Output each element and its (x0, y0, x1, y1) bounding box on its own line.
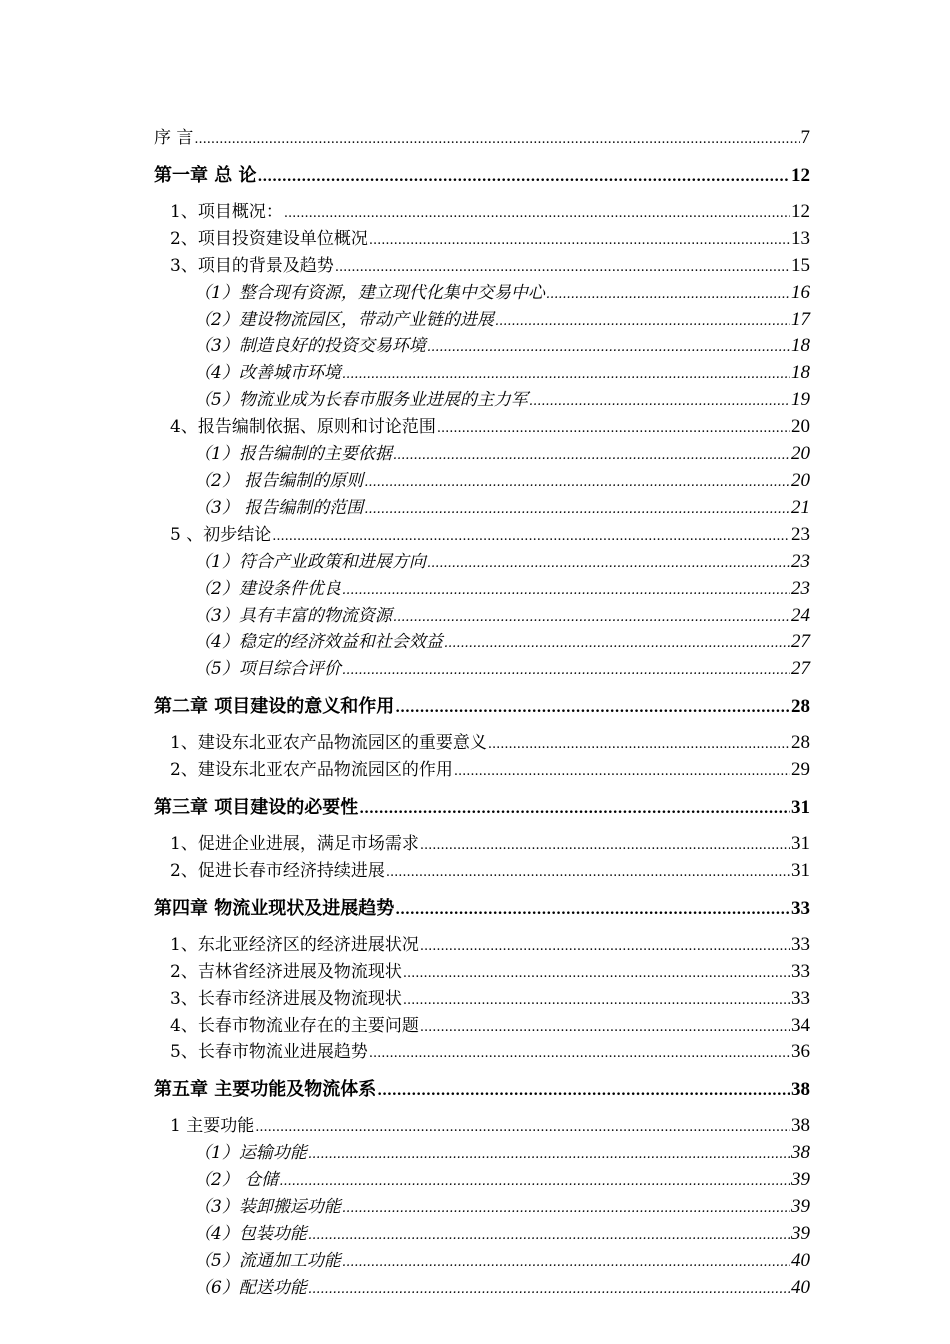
toc-entry-title: 序 言 (154, 128, 194, 148)
toc-entry[interactable] (154, 308, 810, 335)
toc-entry[interactable] (154, 496, 810, 523)
toc-leader-dots (342, 1197, 790, 1222)
toc-entry-title: （5）项目综合评价 (194, 659, 341, 680)
toc-entry[interactable] (154, 550, 810, 577)
toc-entry-title: 2、吉林省经济进展及物流现状 (170, 961, 402, 982)
toc-entry[interactable] (154, 1276, 810, 1303)
toc-entry-title: （5）物流业成为长春市服务业进展的主力军 (194, 390, 528, 411)
toc-page-number: 20 (791, 443, 810, 465)
toc-entry-title: （4）稳定的经济效益和社会效益 (194, 632, 443, 653)
toc-entry[interactable] (154, 1222, 810, 1249)
toc-leader-dots (342, 659, 790, 684)
toc-entry[interactable] (154, 254, 810, 281)
toc-entry-title: 5、长春市物流业进展趋势 (170, 1042, 368, 1063)
toc-entry-title: 3、长春市经济进展及物流现状 (170, 988, 402, 1009)
toc-entry[interactable] (154, 832, 810, 859)
toc-entry[interactable] (154, 334, 810, 361)
toc-leader-dots (258, 165, 790, 190)
toc-entry[interactable] (154, 1040, 810, 1067)
toc-leader-dots (495, 310, 790, 335)
toc-entry-title: （4）改善城市环境 (194, 363, 341, 384)
toc-page-number: 38 (791, 1115, 810, 1137)
toc-leader-dots (369, 1042, 790, 1067)
toc-entry-title: 第二章 项目建设的意义和作用 (154, 696, 395, 718)
toc-page-number: 36 (791, 1041, 810, 1063)
toc-entry[interactable] (154, 577, 810, 604)
toc-page-number: 40 (791, 1249, 810, 1271)
toc-leader-dots (420, 834, 790, 859)
toc-page-number: 34 (791, 1014, 810, 1036)
toc-leader-dots (342, 579, 790, 604)
toc-page-number: 31 (791, 797, 810, 819)
toc-entry[interactable] (154, 657, 810, 684)
toc-leader-dots (427, 336, 790, 361)
toc-page-number: 33 (791, 933, 810, 955)
table-of-contents (154, 126, 810, 1303)
toc-preface-entry[interactable] (154, 126, 810, 153)
toc-entry-title: （3）制造良好的投资交易环境 (194, 336, 426, 357)
toc-page-number: 20 (791, 469, 810, 491)
toc-entry[interactable] (154, 469, 810, 496)
toc-page-number: 13 (791, 227, 810, 249)
toc-leader-dots (342, 1251, 790, 1276)
toc-entry[interactable] (154, 758, 810, 785)
toc-leader-dots (546, 283, 790, 308)
toc-entry-title: 3、项目的背景及趋势 (170, 255, 334, 276)
toc-entry[interactable] (154, 227, 810, 254)
toc-leader-dots (308, 1224, 790, 1249)
toc-entry-title: （4）包装功能 (194, 1224, 307, 1244)
toc-leader-dots (377, 1079, 790, 1104)
toc-entry[interactable] (154, 987, 810, 1014)
toc-page-number: 28 (791, 696, 810, 718)
toc-leader-dots (364, 471, 790, 496)
toc-chapter-entry[interactable] (154, 1077, 810, 1104)
toc-entry[interactable] (154, 859, 810, 886)
toc-entry[interactable] (154, 1168, 810, 1195)
toc-entry[interactable] (154, 361, 810, 388)
toc-page-number: 18 (791, 362, 810, 384)
toc-entry[interactable] (154, 731, 810, 758)
toc-entry-title: 2、项目投资建设单位概况 (170, 228, 368, 249)
toc-entry-title: （3） 报告编制的范围 (194, 497, 364, 518)
toc-page-number: 12 (791, 200, 810, 222)
toc-entry-title: （3）装卸搬运功能 (194, 1197, 341, 1218)
toc-page-number: 15 (791, 254, 810, 276)
toc-entry-title: 第五章 主要功能及物流体系 (154, 1079, 377, 1101)
toc-entry[interactable] (154, 960, 810, 987)
toc-leader-dots (364, 498, 790, 523)
toc-page-number: 21 (791, 496, 810, 518)
toc-leader-dots (308, 1143, 790, 1168)
toc-leader-dots (437, 417, 790, 442)
toc-entry-title: （5）流通加工功能 (194, 1250, 341, 1271)
toc-entry-title: 1、项目概况： (170, 201, 283, 222)
toc-chapter-entry[interactable] (154, 694, 810, 721)
toc-page-number: 27 (791, 658, 810, 680)
toc-page-number: 19 (791, 389, 810, 411)
toc-leader-dots (403, 989, 790, 1014)
toc-page-number: 16 (791, 281, 810, 303)
toc-entry[interactable] (154, 415, 810, 442)
toc-leader-dots (420, 1016, 790, 1041)
toc-entry[interactable] (154, 200, 810, 227)
toc-page-number: 28 (791, 732, 810, 754)
toc-leader-dots (393, 444, 790, 469)
toc-entry[interactable] (154, 1014, 810, 1041)
toc-leader-dots (395, 898, 790, 923)
toc-chapter-entry[interactable] (154, 163, 810, 190)
toc-page-number: 33 (791, 960, 810, 982)
toc-chapter-entry[interactable] (154, 795, 810, 822)
toc-page-number: 23 (791, 550, 810, 572)
toc-entry-title: （1）运输功能 (194, 1143, 307, 1164)
toc-entry-title: 5 、初步结论 (170, 524, 272, 545)
toc-entry-title: 2、建设东北亚农产品物流园区的作用 (170, 760, 453, 781)
toc-leader-dots (369, 229, 790, 254)
toc-entry-title: （1）报告编制的主要依据 (194, 444, 392, 465)
toc-entry[interactable] (154, 630, 810, 657)
toc-leader-dots (308, 1278, 790, 1303)
toc-page-number: 12 (791, 164, 810, 186)
toc-entry-title: 4、报告编制依据、原则和讨论范围 (170, 417, 436, 438)
toc-page-number: 18 (791, 335, 810, 357)
toc-entry-title: 第三章 项目建设的必要性 (154, 797, 359, 819)
toc-entry-title: 第四章 物流业现状及进展趋势 (154, 897, 395, 919)
toc-leader-dots (393, 606, 790, 631)
toc-entry[interactable] (154, 281, 810, 308)
toc-entry[interactable] (154, 388, 810, 415)
toc-page-number: 23 (791, 577, 810, 599)
toc-entry[interactable] (154, 1114, 810, 1141)
toc-leader-dots (279, 1170, 790, 1195)
toc-leader-dots (529, 390, 790, 415)
toc-page-number: 17 (791, 308, 810, 330)
toc-page-number: 40 (791, 1276, 810, 1298)
toc-entry-title: 1、建设东北亚农产品物流园区的重要意义 (170, 733, 487, 754)
toc-entry[interactable] (154, 1141, 810, 1168)
toc-entry-title: （1）符合产业政策和进展方向 (194, 551, 426, 572)
toc-entry-title: （3）具有丰富的物流资源 (194, 605, 392, 626)
toc-leader-dots (335, 256, 790, 281)
toc-leader-dots (444, 632, 790, 657)
toc-leader-dots (284, 202, 790, 227)
toc-leader-dots (255, 1116, 790, 1141)
toc-entry[interactable] (154, 1195, 810, 1222)
toc-entry[interactable] (154, 442, 810, 469)
toc-page-number: 29 (791, 759, 810, 781)
toc-entry-title: （2）建设条件优良 (194, 578, 341, 599)
toc-entry-title: （6）配送功能 (194, 1277, 307, 1298)
toc-leader-dots (488, 733, 790, 758)
toc-leader-dots (272, 525, 790, 550)
toc-entry-title: 1、促进企业进展，满足市场需求 (170, 834, 419, 855)
toc-page-number: 31 (791, 833, 810, 855)
toc-page-number: 39 (791, 1223, 810, 1244)
toc-entry-title: 4、长春市物流业存在的主要问题 (170, 1015, 419, 1036)
toc-leader-dots (359, 797, 790, 822)
toc-page-number: 27 (791, 631, 810, 653)
toc-chapter-entry[interactable] (154, 896, 810, 923)
toc-entry-title: （2） 报告编制的原则 (194, 470, 364, 491)
toc-page-number: 20 (791, 416, 810, 438)
toc-leader-dots (342, 363, 790, 388)
toc-entry-title: 第一章 总 论 (154, 164, 257, 186)
toc-leader-dots (194, 128, 799, 153)
toc-entry-title: 1 主要功能 (170, 1116, 255, 1137)
toc-page-number: 7 (800, 127, 810, 148)
toc-leader-dots (420, 935, 790, 960)
toc-leader-dots (454, 760, 790, 785)
toc-page-number: 33 (791, 897, 810, 919)
toc-entry[interactable] (154, 604, 810, 631)
toc-entry[interactable] (154, 523, 810, 550)
toc-leader-dots (386, 861, 790, 886)
toc-entry-title: 1、东北亚经济区的经济进展状况 (170, 934, 419, 955)
toc-entry[interactable] (154, 1249, 810, 1276)
toc-leader-dots (427, 552, 790, 577)
toc-page-number: 31 (791, 859, 810, 881)
toc-entry-title: （2）建设物流园区，带动产业链的进展 (194, 309, 494, 330)
toc-page-number: 38 (791, 1142, 810, 1164)
toc-page-number: 24 (791, 604, 810, 626)
toc-leader-dots (395, 696, 790, 721)
toc-page-number: 33 (791, 987, 810, 1009)
toc-entry-title: （2） 仓储 (194, 1170, 279, 1191)
toc-page-number: 39 (791, 1196, 810, 1218)
toc-entry[interactable] (154, 933, 810, 960)
toc-page-number: 38 (791, 1079, 810, 1101)
toc-entry-title: （1）整合现有资源，建立现代化集中交易中心 (194, 282, 545, 303)
toc-page-number: 39 (791, 1169, 810, 1191)
toc-leader-dots (403, 962, 790, 987)
toc-entry-title: 2、促进长春市经济持续进展 (170, 860, 385, 881)
toc-page-number: 23 (791, 523, 810, 545)
